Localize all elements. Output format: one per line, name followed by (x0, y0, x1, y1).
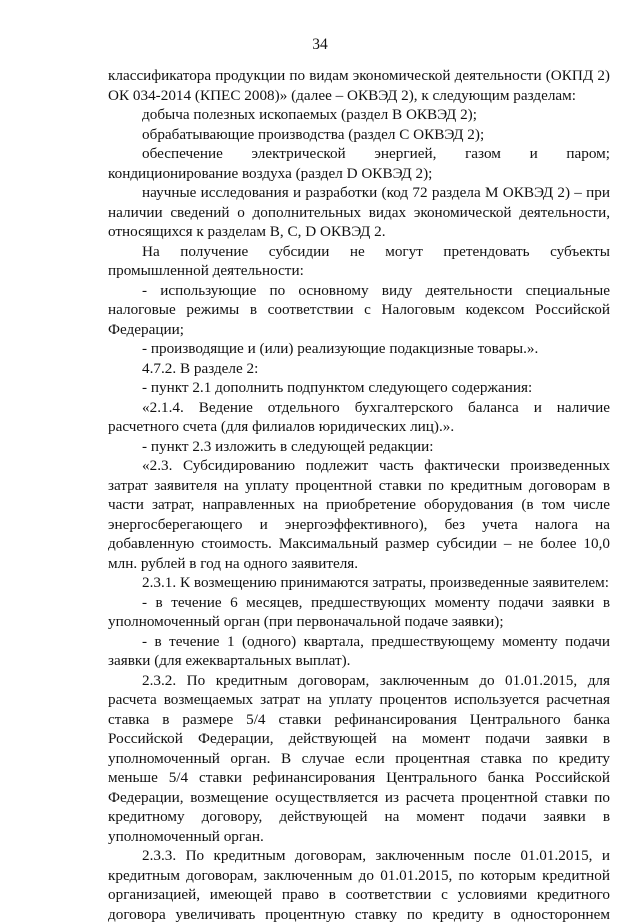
paragraph-section-c: обрабатывающие производства (раздел C ОКВЭД 2); (142, 125, 485, 143)
paragraph-2-1-4: «2.1.4. Ведение отдельного бухгалтерского баланса и наличие расчетного счета (для филиалов юридических лиц).». (108, 398, 610, 435)
paragraph-2-3-2: 2.3.2. По кредитным договорам, заключенным до 01.01.2015, для расчета возмещаемых затрат на уплату процентов используется расчетная ставка в размере 5/4 ставки рефинансирования Центрального банка Российской Федерации, действующей на момент подачи заявки в уполномоченный орган. В случае если процентная ставка по кредиту меньше 5/4 ставки рефинансирования Центрального банка Российской Федерации, возмещение осуществляется из расчета процентной ставки по кредитному договору, действующей на момент подачи заявки в уполномоченный орган. (108, 671, 610, 845)
paragraph-amend-2-3: - пункт 2.3 изложить в следующей редакции: (142, 437, 434, 455)
paragraph-2-3-1: 2.3.1. К возмещению принимаются затраты, произведенные заявителем: (142, 574, 609, 591)
paragraph-2-3-3: 2.3.3. По кредитным договорам, заключенным после 01.01.2015, и кредитным договорам, заключенным до 01.01.2015, по которым кредитной организацией, имеющей право в соответствии с условиями кредитного договора увеличивать процентную ставку по кредиту в одностороннем (108, 847, 610, 923)
page-number: 34 (312, 36, 328, 53)
paragraph-2-3: «2.3. Субсидированию подлежит часть фактически произведенных затрат заявителя на уплату процентной ставки по кредитным договорам в части затрат, направленных на приобретение оборудования (в том числе энергосберегающего и энергоэффективного), без учета налога на добавленную стоимость. Максимальный размер субсидии – не более 10,0 млн. рублей в год на одного заявителя. (108, 457, 610, 572)
paragraph-section-m: научные исследования и разработки (код 72 раздела M ОКВЭД 2) – при наличии сведений о дополнительных видах экономической деятельности, относящихся к разделам B, C, D ОКВЭД 2. (108, 184, 610, 240)
paragraph-excise-goods: - производящие и (или) реализующие подакцизные товары.». (142, 340, 539, 357)
paragraph-six-months: - в течение 6 месяцев, предшествующих моменту подачи заявки в уполномоченный орган (при первоначальной подаче заявки); (108, 593, 610, 630)
paragraph-4-7-2: 4.7.2. В разделе 2: (142, 359, 259, 377)
paragraph-one-quarter: - в течение 1 (одного) квартала, предшествующему моменту подачи заявки (для ежеквартальных выплат). (108, 632, 610, 669)
document-body (108, 66, 610, 924)
paragraph-section-d: обеспечение электрической энергией, газом и паром; кондиционирование воздуха (раздел D ОКВЭД 2); (108, 145, 610, 182)
paragraph-okpd-classifier: классификатора продукции по видам экономической деятельности (ОКПД 2) ОК 034-2014 (КПЕС 2008)» (далее – ОКВЭД 2), к следующим разделам: (108, 67, 610, 104)
paragraph-special-tax-regimes: - использующие по основному виду деятельности специальные налоговые режимы в соответствии с Налоговым кодексом Российской Федерации; (108, 281, 610, 338)
paragraph-section-b: добыча полезных ископаемых (раздел B ОКВЭД 2); (142, 106, 477, 123)
paragraph-amend-2-1: - пункт 2.1 дополнить подпунктом следующего содержания: (142, 379, 533, 396)
paragraph-not-eligible: На получение субсидии не могут претендовать субъекты промышленной деятельности: (108, 242, 610, 279)
